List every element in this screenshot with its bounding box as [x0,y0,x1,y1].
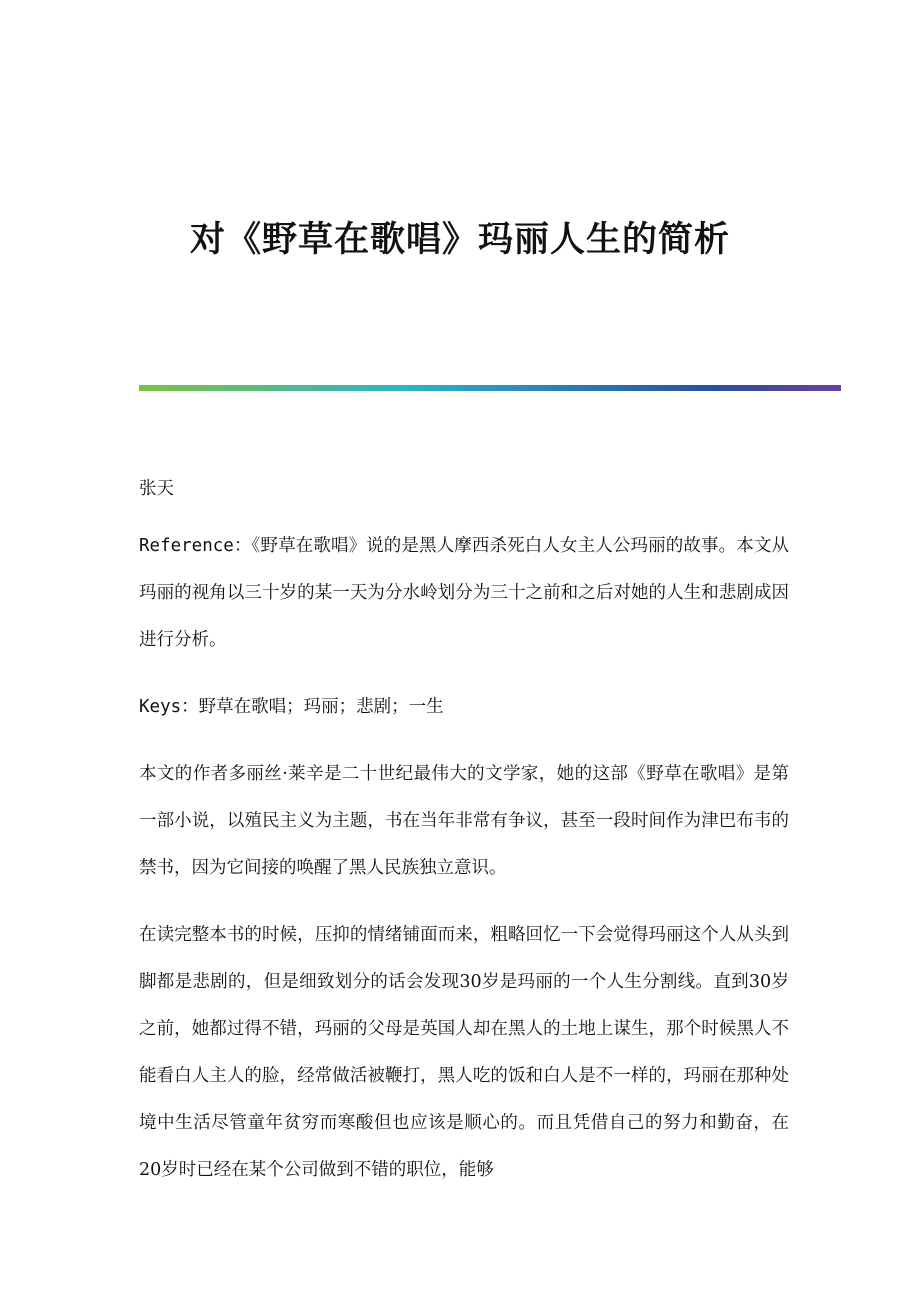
document-body [139,466,789,1214]
body-paragraph-1: 本文的作者多丽丝·莱辛是二十世纪最伟大的文学家，她的这部《野草在歌唱》是第一部小说，以殖民主义为主题，书在当年非常有争议，甚至一段时间作为津巴布韦的禁书，因为它间接的唤醒了黑人民族独立意识。 [139,764,789,878]
reference-abstract [139,523,789,664]
title-divider [139,385,841,391]
keywords-text: 野草在歌唱；玛丽；悲剧；一生 [198,697,444,717]
reference-label: Reference： [139,536,252,556]
body-paragraph-2: 在读完整本书的时候，压抑的情绪铺面而来，粗略回忆一下会觉得玛丽这个人从头到脚都是悲剧的，但是细致划分的话会发现30岁是玛丽的一个人生分割线。直到30岁之前，她都过得不错，玛丽的父母是英国人却在黑人的土地上谋生，那个时候黑人不能看白人主人的脸，经常做活被鞭打，黑人吃的饭和白人是不一样的，玛丽在那种处境中生活尽管童年贫穷而寒酸但也应该是顺心的。而且凭借自己的努力和勤奋，在20岁时已经在某个公司做到不错的职位，能够 [139,925,789,1180]
author-name: 张天 [139,479,174,499]
keywords-label: Keys： [139,697,199,717]
document-title: 对《野草在歌唱》玛丽人生的简析 [189,219,730,260]
reference-text: 《野草在歌唱》说的是黑人摩西杀死白人女主人公玛丽的故事。本文从玛丽的视角以三十岁的某一天为分水岭划分为三十之前和之后对她的人生和悲剧成因进行分析。 [139,536,790,650]
keywords [139,684,789,731]
